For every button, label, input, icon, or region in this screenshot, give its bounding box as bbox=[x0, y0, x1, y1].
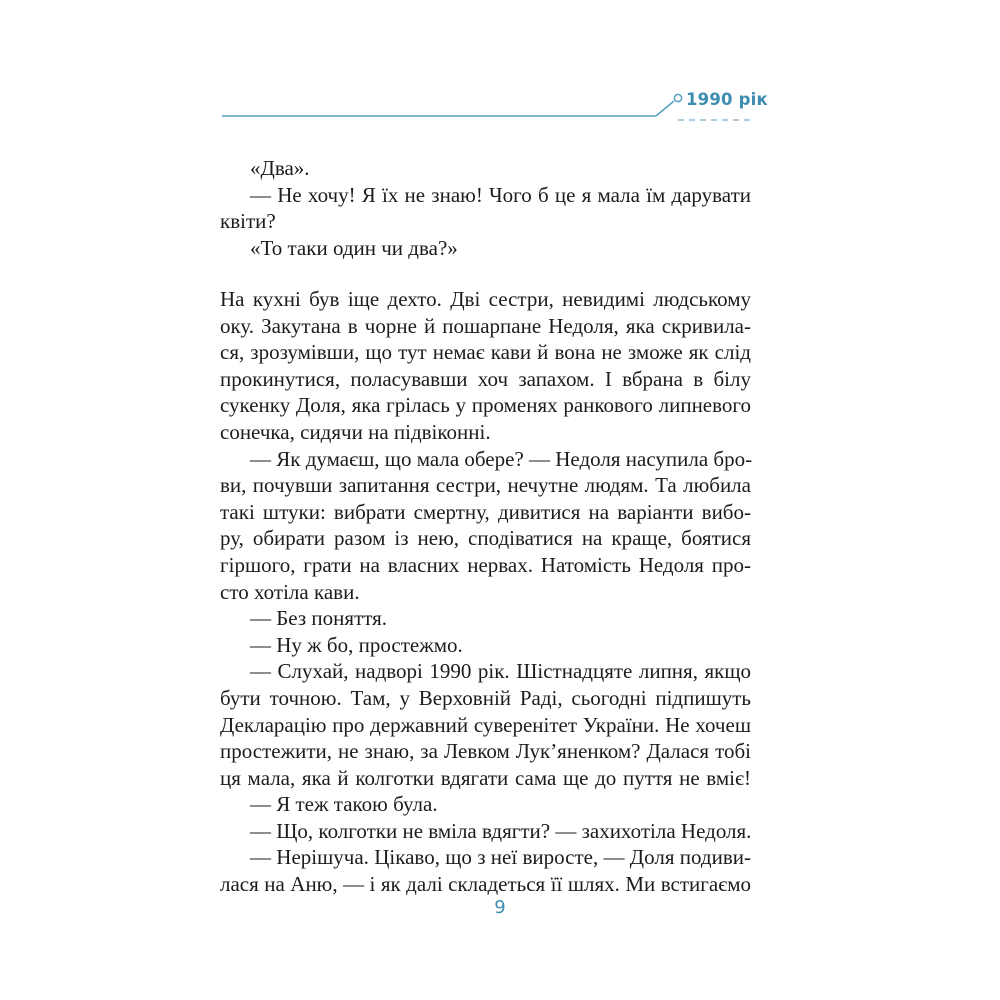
text-line: лася на Аню, — і як далі складеться її шлях. Ми встигаємо bbox=[220, 872, 751, 897]
text-line: — Нерішуча. Цікаво, що з неї виросте, — Доля подиви- bbox=[250, 845, 751, 870]
text-line: простежити, не знаю, за Левком Лук’яненком? Далася тобі bbox=[220, 739, 751, 764]
text-line: Декларацію про державний суверенітет України. Не хочеш bbox=[220, 712, 751, 737]
text-line: квіти? bbox=[220, 209, 276, 234]
running-header bbox=[0, 0, 1000, 140]
text-line: такі штуки: вибрати смертну, дивитися на варіанти вибо- bbox=[220, 499, 751, 524]
text-line: бути точною. Там, у Верховній Раді, сьогодні підпишуть bbox=[220, 685, 751, 710]
text-line: ця мала, яка й колготки вдягати сама ще до пуття не вміє! bbox=[220, 765, 751, 790]
text-line: сонечка, сидячи на підвіконні. bbox=[220, 419, 491, 444]
text-line: оку. Закутана в чорне й пошарпане Недоля, яка скривила- bbox=[220, 313, 751, 338]
text-line: На кухні був іще дехто. Дві сестри, невидимі людському bbox=[220, 287, 751, 311]
page-number: 9 bbox=[494, 897, 506, 918]
text-line: — Ну ж бо, простежмо. bbox=[250, 632, 463, 657]
chapter-year-label: 1990 рік bbox=[686, 90, 768, 109]
text-line: — Що, колготки не вміла вдягти? — захихотіла Недоля. bbox=[250, 818, 752, 843]
text-line: — Я теж такою була. bbox=[250, 792, 438, 817]
text-line: — Не хочу! Я їх не знаю! Чого б це я мала їм дарувати bbox=[250, 182, 751, 207]
text-line: гіршого, грати на власних нервах. Натомість Недоля про- bbox=[220, 552, 751, 577]
header-rule-graphic bbox=[0, 0, 1000, 140]
header-rule-dot bbox=[674, 94, 681, 101]
dialogue-block bbox=[220, 155, 751, 261]
text-line: — Як думаєш, що мала обере? — Недоля насупила бро- bbox=[250, 446, 753, 471]
text-line: прокинутися, поласувавши хоч запахом. І вбрана в білу bbox=[220, 366, 751, 391]
body-text-block bbox=[220, 286, 751, 898]
text-line: сто хотіла кави. bbox=[220, 579, 360, 604]
text-line: сукенку Доля, яка грілась у променях ранкового липневого bbox=[220, 393, 751, 418]
text-line: «То таки один чи два?» bbox=[250, 235, 458, 260]
text-line: ви, почувши запитання сестри, нечутне людям. Та любила bbox=[220, 473, 751, 498]
text-line: «Два». bbox=[250, 156, 310, 180]
text-line: ру, обирати разом із нею, сподіватися на краще, боятися bbox=[220, 526, 751, 551]
text-line: — Без поняття. bbox=[250, 606, 388, 631]
text-line: ся, зрозумівши, що тут немає кави й вона не зможе як слід bbox=[220, 340, 751, 365]
text-line: — Слухай, надворі 1990 рік. Шістнадцяте липня, якщо bbox=[250, 659, 751, 684]
header-rule-bend bbox=[656, 101, 674, 116]
